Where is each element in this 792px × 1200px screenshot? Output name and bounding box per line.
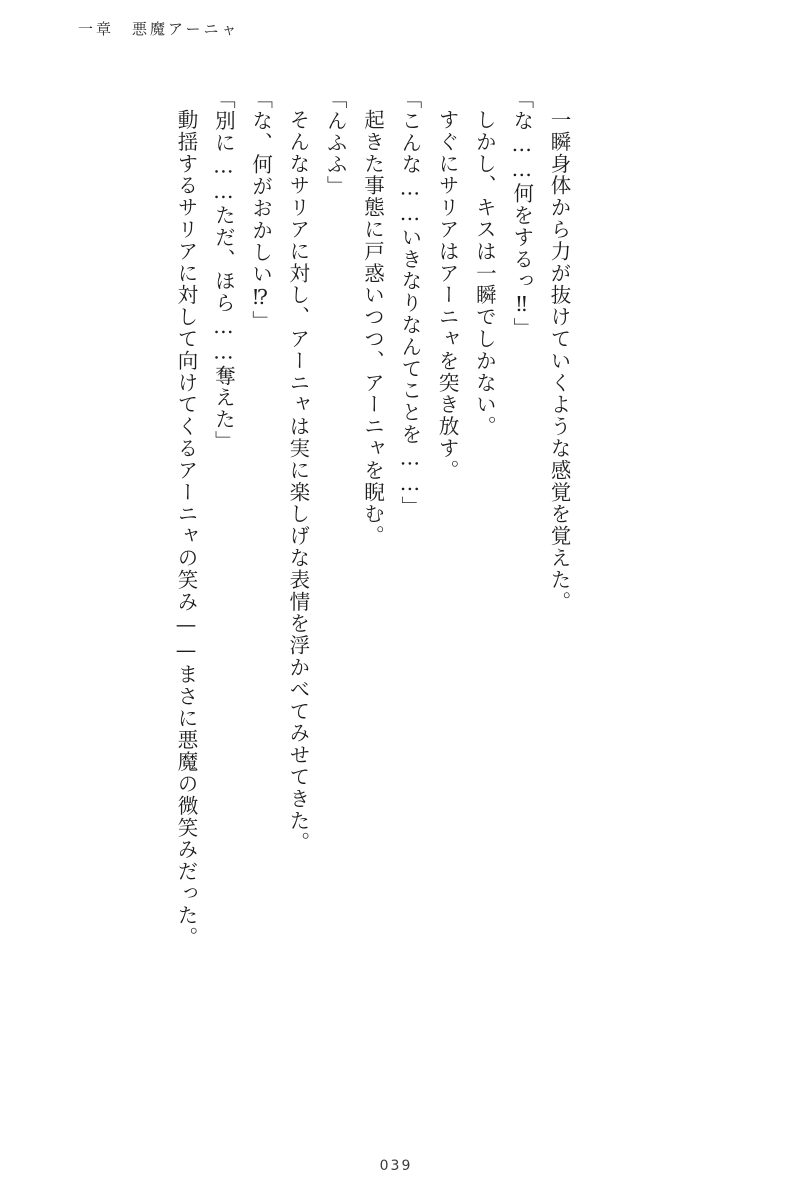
paragraph: 「こんな……いきなりなんてことを……」 (397, 88, 422, 519)
paragraph: しかし、キスは一瞬でしかない。 (472, 108, 497, 437)
vertical-text-block (167, 88, 577, 1088)
paragraph: 「な……何をするっ‼」 (509, 88, 534, 340)
paragraph: 「んふふ」 (323, 88, 348, 198)
paragraph: 「別に……ただ、ほら……奪えた」 (211, 88, 236, 453)
paragraph: そんなサリアに対し、アーニャは実に楽しげな表情を浮かべてみせてきた。 (285, 108, 310, 854)
paragraph: 起きた事態に戸惑いつつ、アーニャを睨む。 (360, 108, 385, 547)
running-head: 一章 悪魔アーニャ (78, 20, 240, 38)
paragraph: 「な、何がおかしい⁉」 (248, 88, 273, 333)
page-body (0, 88, 792, 1098)
paragraph: 動揺するサリアに対して向けてくるアーニャの笑み——まさに悪魔の微笑みだった。 (174, 108, 199, 948)
page-number: 039 (379, 1158, 413, 1174)
paragraph: 一瞬身体から力が抜けていくような感覚を覚えた。 (547, 108, 571, 613)
paragraph: すぐにサリアはアーニャを突き放す。 (435, 108, 460, 481)
